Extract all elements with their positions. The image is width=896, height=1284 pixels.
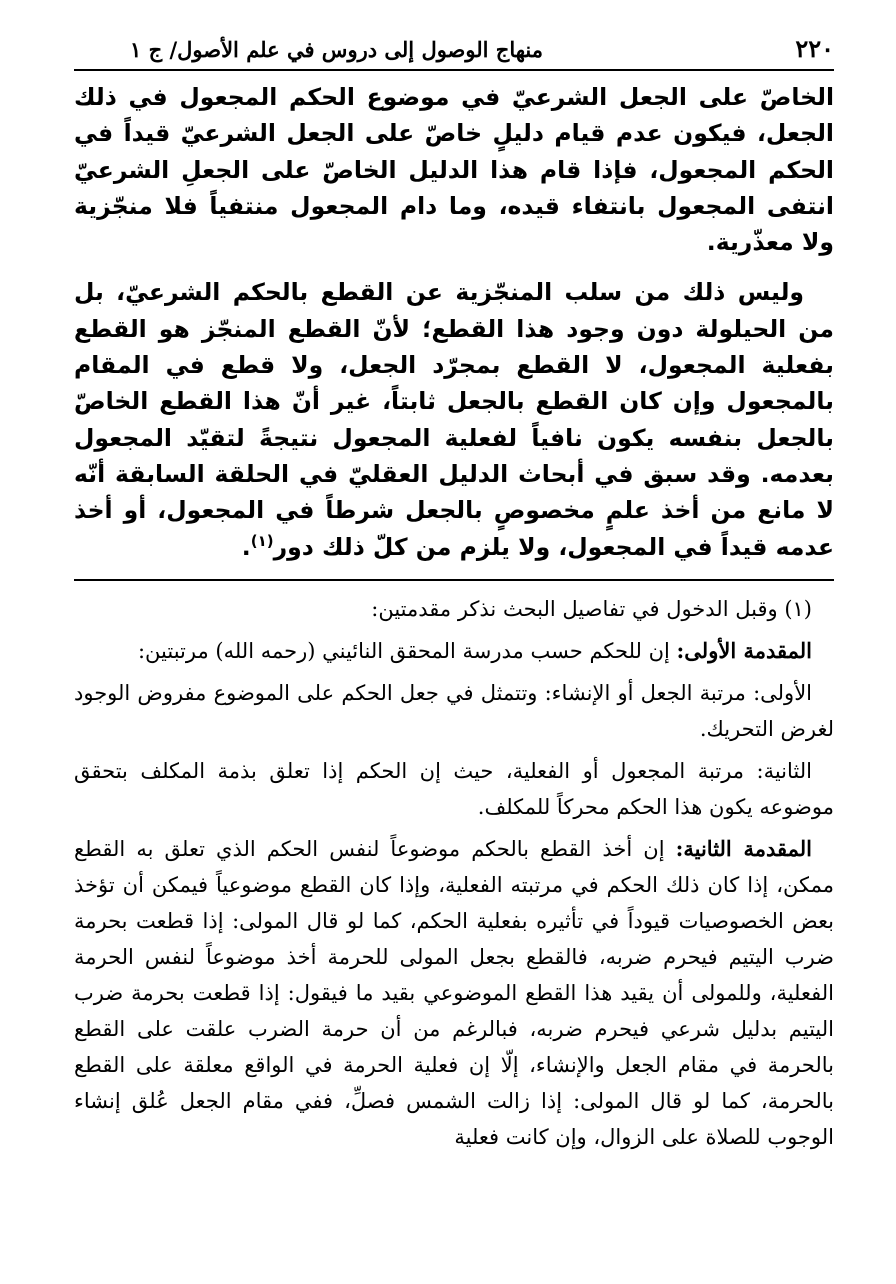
footnote-divider	[74, 579, 834, 581]
footnote-intro: (١) وقبل الدخول في تفاصيل البحث نذكر مقدمتين:	[371, 596, 812, 621]
main-text	[74, 79, 834, 565]
footnote-premise-one	[74, 633, 834, 669]
footnote-reference[interactable]: (١)	[250, 531, 274, 550]
premise-one-heading: المقدمة الأولى:	[676, 637, 812, 663]
premise-two-text: إن أخذ القطع بالحكم موضوعاً لنفس الحكم الذي تعلق به القطع ممكن، إذا كان ذلك الحكم في مرتبته الفعلية، وإذا كان القطع موضوعياً فيمكن أن تؤخذ بعض الخصوصيات قيوداً في تأثيره بفعلية الحكم، كما لو قال المولى: إذا قطعت بحرمة ضرب اليتيم فيحرم ضربه، فالقطع بجعل المولى للحرمة أخذ موضوعاً لنفس الحرمة الفعلية، وللمولى أن يقيد هذا القطع الموضوعي بقيد ما فيقول: إذا قطعت بحرمة ضرب اليتيم بدليل شرعي فيحرم ضربه، فبالرغم من أن حرمة الضرب علقت على القطع بالحرمة في مقام الجعل والإنشاء، إلّا إن فعلية الحرمة في الواقع معلقة على القطع بالحرمة، كما لو قال المولى: إذا زالت الشمس فصلِّ، ففي مقام الجعل عُلق إنشاء الوجوب للصلاة على الزوال، وإن كانت فعلية	[74, 836, 834, 1149]
footnote-premise-two	[74, 831, 834, 1155]
premise-one-text: إن للحكم حسب مدرسة المحقق النائيني (رحمه الله) مرتبتين:	[137, 638, 677, 663]
main-paragraph	[74, 274, 834, 564]
page-number: ٢٢٠	[795, 34, 834, 63]
footnotes	[74, 591, 834, 1155]
premise-two-heading: المقدمة الثانية:	[675, 835, 813, 861]
book-title: منهاج الوصول إلى دروس في علم الأصول/ ج ١	[130, 37, 543, 62]
main-paragraph-text: وليس ذلك من سلب المنجّزية عن القطع بالحكم الشرعيّ، بل من الحيلولة دون وجود هذا القطع؛ لأنّ القطع المنجّز هو القطع بفعلية المجعول، لا القطع بمجرّد الجعل، ولا قطع في المقام بالمجعول وإن كان القطع بالجعل ثابتاً، غير أنّ هذا القطع الخاصّ بالجعل بنفسه يكون نافياً لفعلية المجعول نتيجةً لتقيّد المجعول بعدمه. وقد سبق في أبحاث الدليل العقليّ في الحلقة السابقة أنّه لا مانع من أخذ علمٍ مخصوصٍ بالجعل شرطاً في المجعول، أو أخذ عدمه قيداً في المجعول، ولا يلزم من كلّ ذلك دور	[74, 278, 834, 561]
footnote-rank-two: الثانية: مرتبة المجعول أو الفعلية، حيث إن الحكم إذا تعلق بذمة المكلف بتحقق موضوعه يكون هذا الحكم محركاً للمكلف.	[74, 758, 834, 819]
main-paragraph: الخاصّ على الجعل الشرعيّ في موضوع الحكم المجعول في ذلك الجعل، فيكون عدم قيام دليلٍ خاصّ على الجعل الشرعيّ قيداً في الحكم المجعول، فإذا قام هذا الدليل الخاصّ على الجعلِ الشرعيّ انتفى المجعول بانتفاء قيده، وما دام المجعول منتفياً فلا منجّزية ولا معذّرية.	[74, 83, 834, 257]
paragraph-end: .	[241, 532, 251, 561]
running-header	[74, 0, 834, 71]
footnote-rank-one: الأولى: مرتبة الجعل أو الإنشاء: وتتمثل في جعل الحكم على الموضوع مفروض الوجود لغرض التحريك.	[74, 680, 834, 741]
